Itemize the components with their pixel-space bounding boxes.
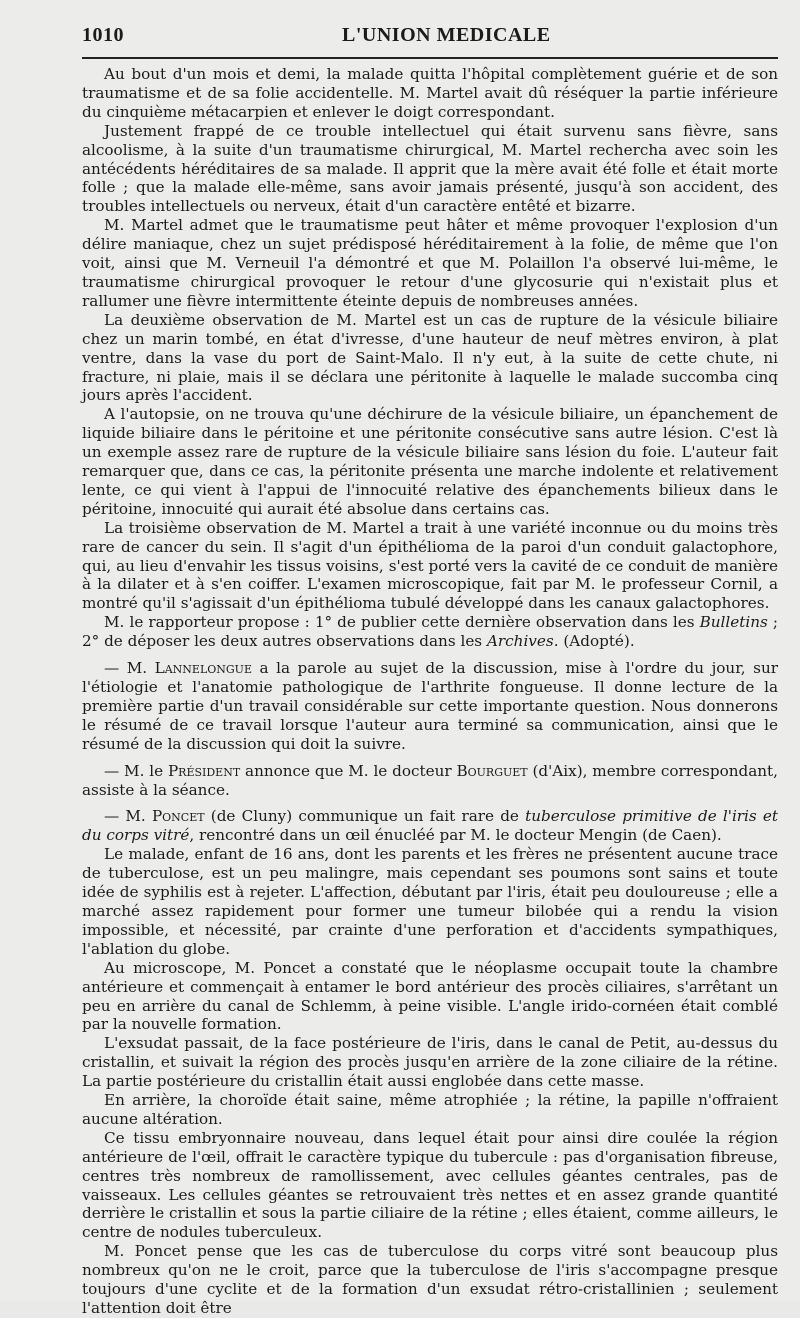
paragraph-microscope: Au microscope, M. Poncet a constaté que le néoplasme occupait toute la chambre antérieure et commençait à entamer le bord antérieur des procès ciliaires, s'arrêtant un peu en arrière du canal de Schlemm, à peine visible. L'angle irido-cornéen était comblé par la nouvelle formation.: [82, 958, 778, 1034]
archives-title: Archives: [486, 632, 554, 651]
paragraph-exsudat: L'exsudat passait, de la face postérieure de l'iris, dans le canal de Petit, au-dessus du cristallin, et suivait la région des procès jusqu'en arrière de la zone ciliaire de la rétine. La partie postérieure du cristallin était aussi englobée dans cette masse.: [82, 1034, 778, 1091]
paragraph-autopsy: A l'autopsie, on ne trouva qu'une déchirure de la vésicule biliaire, un épanchement de liquide biliaire dans le péritoine et une péritonite consécutive sans autre lésion. C'est là un exemple assez rare de rupture de la vésicule biliaire sans lésion du foie. L'auteur fait remarquer que, dans ce cas, la péritonite présenta une marche indolente et relativement lente, ce qui vient à l'appui de l'innocuité relative des épanchements bilieux dans le péritoine, innocuité qui aurait été absolue dans certains cas.: [82, 405, 778, 518]
paragraph-poncet: — M. Poncet (de Cluny) communique un fait rare de tuberculose primitive de l'iris et du corps vitré, rencontré dans un œil énucléé par M. le docteur Mengin (de Caen).: [82, 807, 778, 845]
paragraph-president: — M. le Président annonce que M. le docteur Bourguet (d'Aix), membre correspondant, assiste à la séance.: [82, 761, 778, 799]
speaker-name: Président: [167, 761, 241, 780]
speaker-name: Poncet: [151, 807, 205, 826]
paragraph-recovery: Au bout d'un mois et demi, la malade quitta l'hôpital complètement guérie et de son traumatisme et de sa folie accidentelle. M. Martel avait dû réséquer la partie inférieure du cinquième métacarpien et enlever le doigt correspondant.: [82, 65, 778, 121]
speaker-name: Lannelongue: [154, 659, 252, 678]
paragraph-second-observation: La deuxième observation de M. Martel est un cas de rupture de la vésicule biliaire chez un marin tombé, en état d'ivresse, d'une hauteur de neuf mètres environ, à plat ventre, dans la vase du port de Saint-Malo. Il n'y eut, à la suite de cette chute, ni fracture, ni plaie, mais il se déclara une péritonite à laquelle le malade succomba cinq jours après l'accident.: [82, 310, 778, 405]
bulletins-title: Bulletins: [699, 613, 768, 632]
paragraph-conclusion: M. Poncet pense que les cas de tuberculose du corps vitré sont beaucoup plus nombreux qu'on ne le croit, parce que la tuberculose de l'iris s'accompagne presque toujours d'une cyclite et de la formation d'un exsudat rétro-cristallinien ; seulement l'attention doit être: [82, 1242, 778, 1317]
paragraph-patient: Le malade, enfant de 16 ans, dont les parents et les frères ne présentent aucune trace de tuberculose, est un peu malingre, mais cependant ses poumons sont sains et toute idée de syphilis est à rejeter. L'affection, débutant par l'iris, était peu douloureuse ; elle a marché assez rapidement pour former une tumeur bilobée qui a rendu la vision impossible, et nécessité, par crainte d'une perforation et d'accidents sympathiques, l'ablation du globe.: [82, 845, 778, 958]
paragraph-choroid: En arrière, la choroïde était saine, même atrophiée ; la rétine, la papille n'offraient aucune altération.: [82, 1091, 778, 1128]
paragraph-third-observation: La troisième observation de M. Martel a trait à une variété inconnue ou du moins très rare de cancer du sein. Il s'agit d'un épithélioma de la paroi d'un conduit galactophore, qui, au lieu d'envahir les tissus voisins, s'est porté vers la cavité de ce conduit de manière à la dilater et à s'en coiffer. L'examen microscopique, fait par M. le professeur Cornil, a montré qu'il s'agissait d'un épithélioma tubulé développé dans les canaux galactophores.: [82, 518, 778, 613]
paragraph-lannelongue: — M. Lannelongue a la parole au sujet de la discussion, mise à l'ordre du jour, sur l'étiologie et l'anatomie pathologique de l'arthrite fongueuse. Il donne lecture de la première partie d'un travail considérable sur cette importante question. Nous donnerons le résumé de ce travail lorsque l'auteur aura terminé sa communication, ainsi que le résumé de la discussion qui doit la suivre.: [82, 659, 778, 753]
header-rule: [82, 57, 778, 59]
member-name: Bourguet: [456, 761, 528, 780]
paragraph-delirium: M. Martel admet que le traumatisme peut hâter et même provoquer l'explosion d'un délire maniaque, chez un sujet prédisposé héréditairement à la folie, de même que l'on voit, ainsi que M. Verneuil l'a démontré et que M. Polaillon l'a observé lui-même, le traumatisme chirurgical provoquer le retour d'une glycosurie qui n'existait plus et rallumer une fièvre intermittente éteinte depuis de nombreuses années.: [82, 216, 778, 310]
paragraph-tissue: Ce tissu embryonnaire nouveau, dans lequel était pour ainsi dire coulée la région antérieure de l'œil, offrait le caractère typique du tubercule : pas d'organisation fibreuse, centres très nombreux de ramollissement, avec cellules géantes centrales, pas de vaisseaux. Les cellules géantes se retrouvaient très nettes et en assez grande quantité derrière le cristallin et sous la partie ciliaire de la rétine ; elles étaient, comme ailleurs, le centre de nodules tuberculeux.: [82, 1128, 778, 1242]
paragraph-proposal: M. le rapporteur propose : 1° de publier cette dernière observation dans les Bulletins ; 2° de déposer les deux autres observations dans les Archives. (Adopté).: [82, 613, 778, 651]
journal-title: L'UNION MEDICALE: [342, 24, 551, 46]
communication-title: tuberculose primitive de l'iris et du corps vitré: [82, 807, 778, 845]
paragraph-heredity: Justement frappé de ce trouble intellectuel qui était survenu sans fièvre, sans alcoolisme, à la suite d'un traumatisme chirurgical, M. Martel rechercha avec soin les antécédents héréditaires de sa malade. Il apprit que la mère avait été folle et était morte folle ; que la malade elle-même, sans avoir jamais présenté, jusqu'à son accident, des troubles intellectuels ou nerveux, était d'un caractère entêté et bizarre.: [82, 121, 778, 216]
page-header: [82, 24, 778, 47]
page-number: 1010: [82, 24, 124, 46]
